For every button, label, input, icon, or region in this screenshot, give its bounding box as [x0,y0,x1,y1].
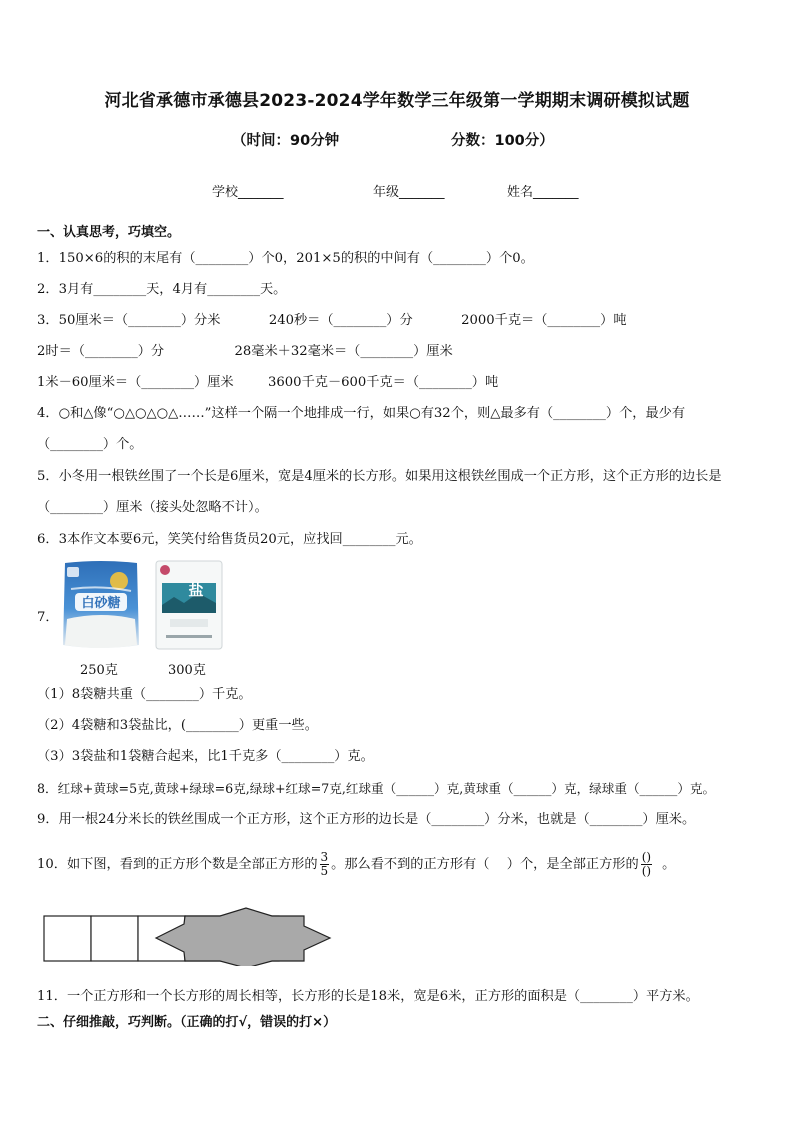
question-7-sub-3: （3）3袋盐和1袋糖合起来，比1千克多（________）克。 [37,749,374,764]
question-8: 8．红球+黄球=5克,黄球+绿球=6克,绿球+红球=7克,红球重（______）克,黄球重（______）克，绿球重（______）克。 [37,781,716,796]
squares-diagram [40,906,340,966]
fraction-numerator: 3 [320,850,329,864]
question-10-part-1: 10．如下图，看到的正方形个数是全部正方形的 [37,857,318,872]
school-field[interactable]: 学校_______ [212,185,284,200]
visible-square-2 [91,916,138,961]
question-3-row-1 [37,312,627,330]
section-2-heading: 二、仔细推敲，巧判断。（正确的打√，错误的打×） [37,1015,337,1030]
salt-bag-icon [154,559,224,651]
question-3-row-3 [37,374,498,392]
sugar-weight: 250克 [80,663,118,678]
question-3e: 28毫米＋32毫米＝（________）厘米 [234,344,453,359]
question-11: 11．一个正方形和一个长方形的周长相等，长方形的长是18米，宽是6米，正方形的面积是（________）平方米。 [37,989,699,1004]
question-5-line-2: （________）厘米（接头处忽略不计）。 [37,500,268,515]
question-6: 6．3本作文本要6元，笑笑付给售货员20元，应找回________元。 [37,532,422,547]
sugar-bag-icon [61,559,141,651]
question-9: 9．用一根24分米长的铁丝围成一个正方形，这个正方形的边长是（________）分米，也就是（________）厘米。 [37,812,696,827]
question-3b: 240秒＝（________）分 [268,313,413,328]
question-4-line-2: （________）个。 [37,437,143,452]
question-4-line-1: 4．○和△像“○△○△○△……”这样一个隔一个地排成一行，如果○有32个，则△最多有（________）个，最少有 [37,406,686,421]
page-title: 河北省承德市承德县2023-2024学年数学三年级第一学期期末调研模拟试题 [104,91,690,111]
blank-numerator: () [641,850,652,864]
question-7-sub-1: （1）8袋糖共重（________）千克。 [37,687,252,702]
question-10-part-2: 。那么看不到的正方形有（ ）个，是全部正方形的 [331,857,639,872]
fraction-blank [641,851,652,878]
question-10-part-3: 。 [662,857,676,872]
question-3a: 3．50厘米＝（________）分米 [37,313,221,328]
salt-weight: 300克 [168,663,206,678]
question-3c: 2000千克＝（________）吨 [461,313,627,328]
question-10 [37,850,675,880]
fraction-denominator: 5 [320,864,329,878]
fraction-three-fifths [320,851,330,878]
visible-square-1 [44,916,91,961]
squares-figure [40,906,340,966]
grade-field[interactable]: 年级_______ [373,185,445,200]
exam-time: （时间：90分钟 [232,133,340,149]
question-3g: 3600千克－600千克＝（________）吨 [268,375,499,390]
question-7-number: 7． [37,610,59,625]
question-1: 1．150×6的积的末尾有（________）个0，201×5的积的中间有（________）个0。 [37,251,534,266]
salt-label: 盐 [188,581,204,599]
question-2: 2．3月有________天，4月有________天。 [37,282,287,297]
question-3-row-2 [37,343,453,361]
salt-bag-image [154,559,224,651]
question-3f: 1米－60厘米＝（________）厘米 [37,375,234,390]
sugar-label: 白砂糖 [81,596,121,611]
sugar-bag-image [61,559,141,651]
question-7-sub-2: （2）4袋糖和3袋盐比，(________）更重一些。 [37,718,318,733]
question-5-line-1: 5．小冬用一根铁丝围了一个长是6厘米，宽是4厘米的长方形。如果用这根铁丝围成一个正方形，这个正方形的边长是 [37,469,722,484]
blank-denominator: () [641,864,652,878]
question-3d: 2时＝（________）分 [37,344,165,359]
exam-score: 分数：100分） [451,133,554,149]
section-1-heading: 一、认真思考，巧填空。 [37,225,181,240]
name-field[interactable]: 姓名_______ [507,185,579,200]
